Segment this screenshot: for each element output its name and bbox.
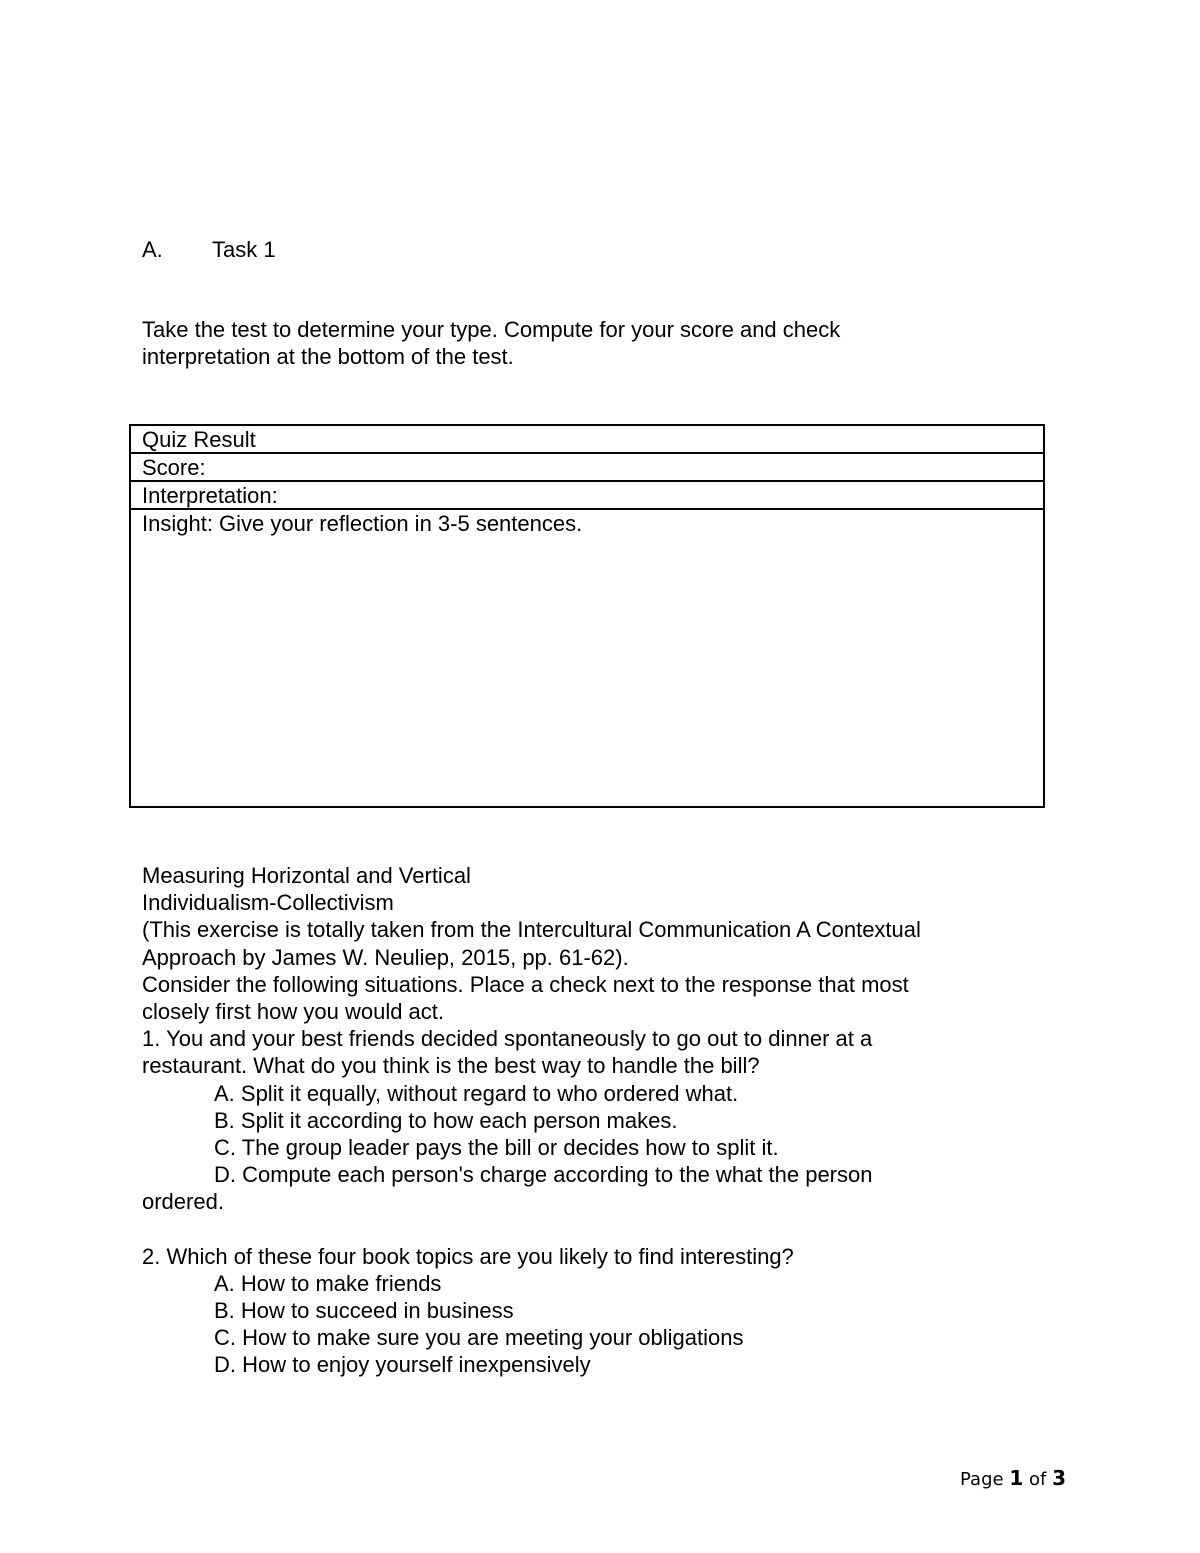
- question-2-line-1: 2. Which of these four book topics are you likely to find interesting?: [142, 1243, 794, 1269]
- exercise-title-line-1: Measuring Horizontal and Vertical: [142, 863, 471, 888]
- page-number-footer: [960, 1464, 1066, 1492]
- total-page-count: 3: [1052, 1466, 1066, 1490]
- question-1-option-d: D. Compute each person's charge according to the what the person: [214, 1162, 873, 1188]
- question-2-option-c: C. How to make sure you are meeting your obligations: [214, 1325, 744, 1351]
- exercise-directions-line-2: closely first how you would act.: [142, 998, 445, 1024]
- question-1-line-2: restaurant. What do you think is the best way to handle the bill?: [142, 1053, 760, 1079]
- instructions-line-2: interpretation at the bottom of the test.: [142, 344, 514, 369]
- current-page-number: 1: [1009, 1466, 1024, 1490]
- quiz-result-header: Quiz Result: [131, 426, 1043, 454]
- question-2-option-b: B. How to succeed in business: [214, 1298, 514, 1323]
- exercise-section: [142, 862, 1062, 1379]
- exercise-source-line-2: Approach by James W. Neuliep, 2015, pp. 61-62).: [142, 944, 629, 970]
- question-1-option-b: B. Split it according to how each person makes.: [214, 1107, 678, 1133]
- of-word: of: [1028, 1469, 1047, 1490]
- quiz-result-table: [129, 424, 1045, 808]
- spacer: [142, 1215, 1062, 1242]
- exercise-source-line-1: (This exercise is totally taken from the Intercultural Communication A Contextual: [142, 917, 921, 943]
- exercise-title-line-2: Individualism-Collectivism: [142, 890, 394, 916]
- score-row: Score:: [131, 454, 1043, 482]
- question-2-option-d: D. How to enjoy yourself inexpensively: [214, 1352, 591, 1378]
- task-title: Task 1: [212, 237, 276, 262]
- interpretation-row: Interpretation:: [131, 482, 1043, 510]
- task-heading: [142, 236, 276, 264]
- question-1-line-1: 1. You and your best friends decided spontaneously to go out to dinner at a: [142, 1026, 873, 1052]
- insight-row: Insight: Give your reflection in 3-5 sentences.: [142, 511, 583, 536]
- question-1-option-a: A. Split it equally, without regard to who ordered what.: [214, 1080, 739, 1106]
- instructions-line-1: Take the test to determine your type. Compute for your score and check: [142, 317, 841, 342]
- task-instructions: [142, 316, 1062, 370]
- question-1-option-d-continued: ordered.: [142, 1189, 224, 1215]
- question-1-option-c: C. The group leader pays the bill or decides how to split it.: [214, 1134, 779, 1160]
- page-word: Page: [960, 1469, 1004, 1490]
- task-letter: A.: [142, 237, 163, 262]
- question-2-option-a: A. How to make friends: [214, 1270, 442, 1296]
- exercise-directions-line-1: Consider the following situations. Place a check next to the response that most: [142, 971, 909, 997]
